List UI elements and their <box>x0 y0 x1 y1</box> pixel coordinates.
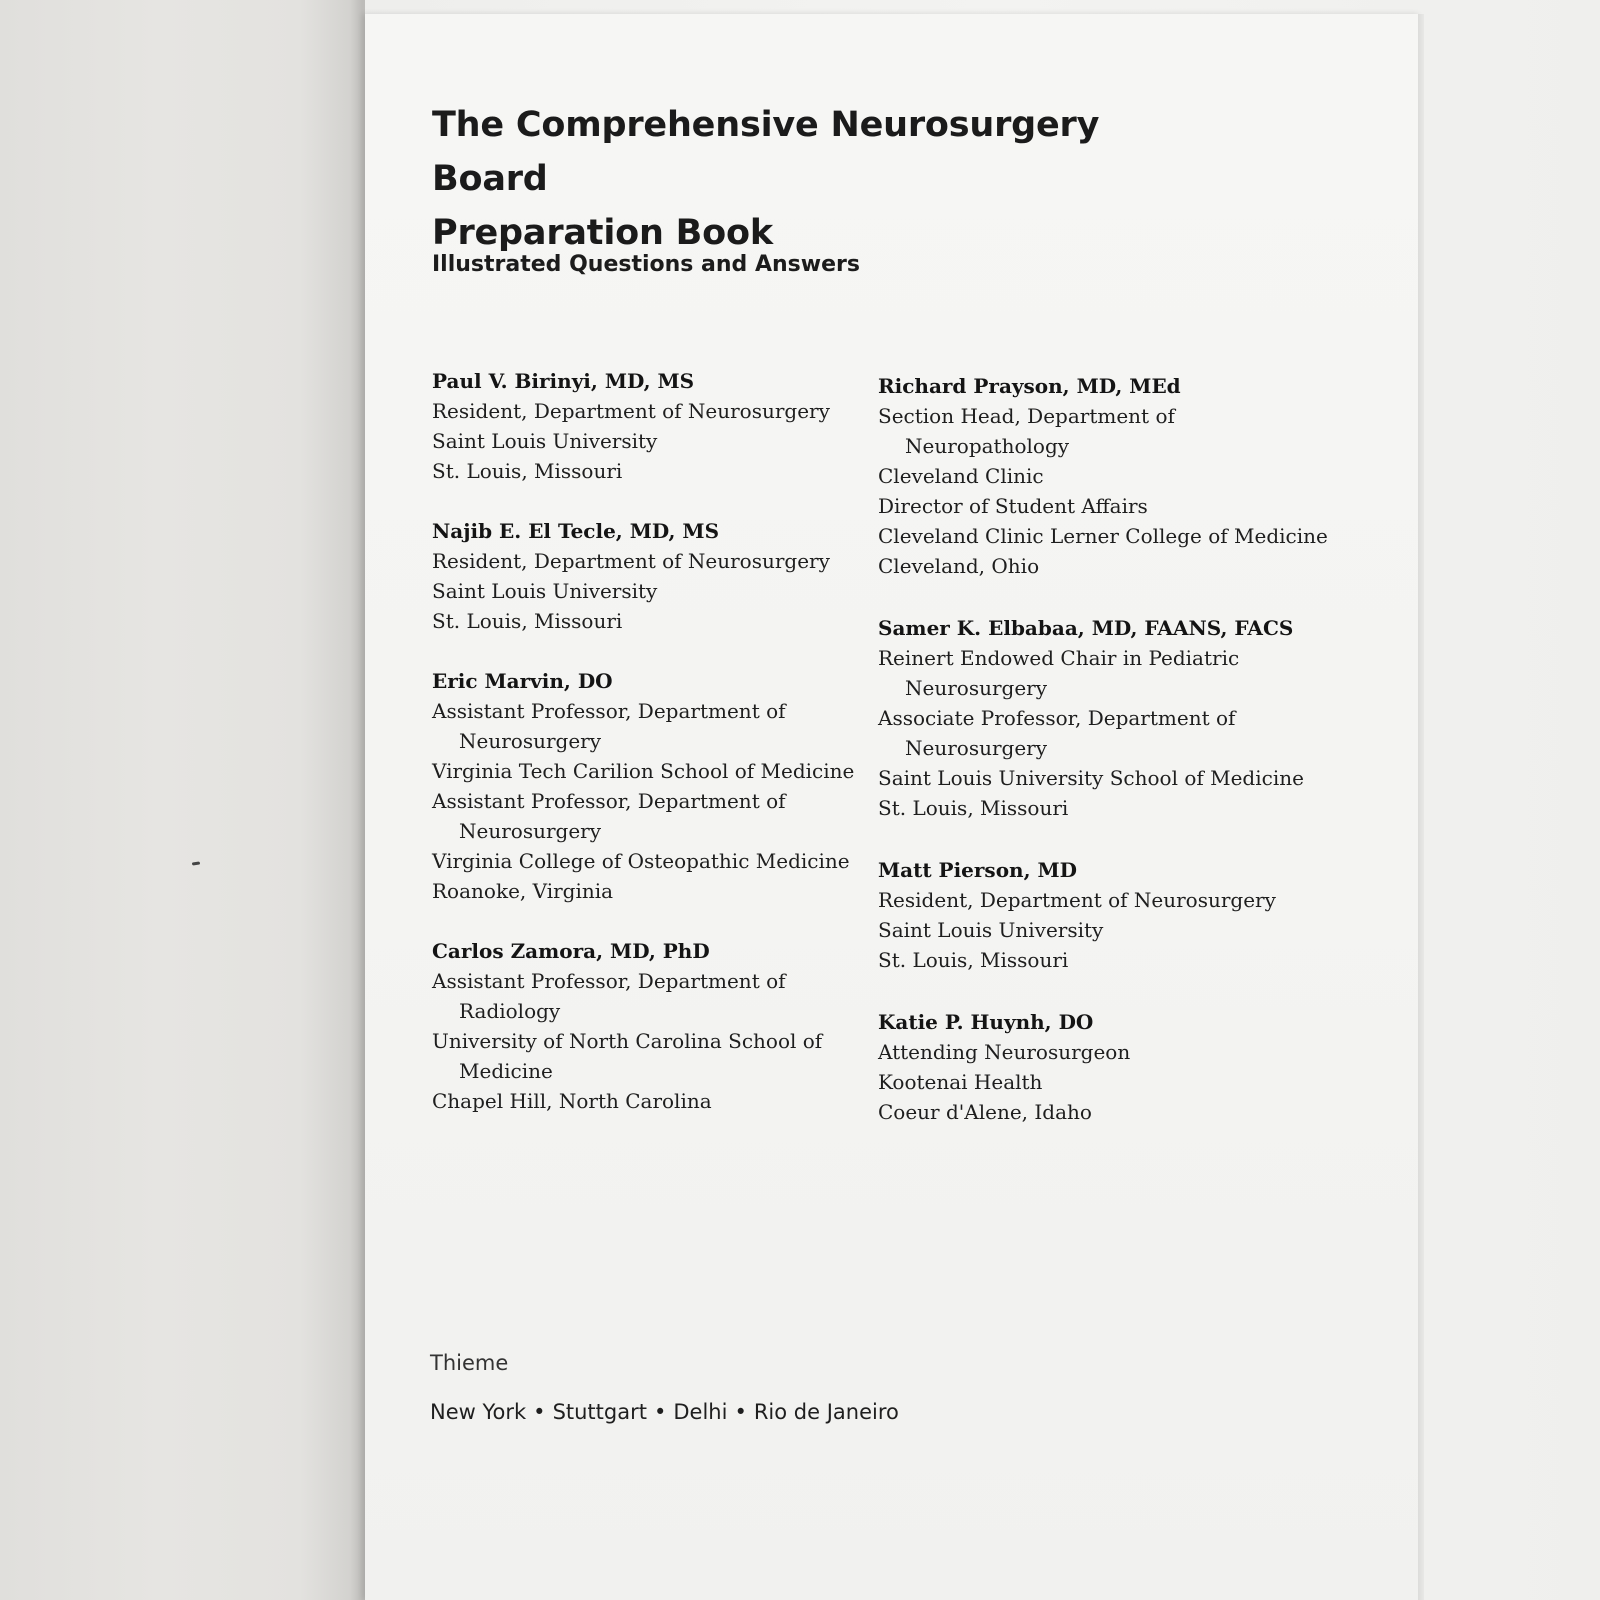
author-block <box>432 666 862 906</box>
affiliation-line: Cleveland Clinic Lerner College of Medicine <box>878 524 1328 548</box>
affiliation-line: Section Head, Department of <box>878 404 1175 428</box>
author-column-right <box>878 371 1328 1159</box>
affiliation-line: Chapel Hill, North Carolina <box>432 1089 712 1113</box>
affiliation-line: Assistant Professor, Department of <box>432 699 786 723</box>
affiliation-line: Virginia College of Osteopathic Medicine <box>432 849 850 873</box>
author-block <box>878 613 1308 823</box>
publisher-cities <box>430 1400 899 1424</box>
affiliation-line: Cleveland Clinic <box>878 464 1044 488</box>
affiliation-line: Neuropathology <box>905 434 1070 458</box>
affiliation-line: Roanoke, Virginia <box>432 879 614 903</box>
author-block <box>878 1007 1308 1127</box>
publisher-city: Stuttgart <box>552 1400 647 1424</box>
author-block <box>432 516 862 636</box>
affiliation-line: Medicine <box>459 1059 553 1083</box>
publisher-city: New York <box>430 1400 527 1424</box>
book-title <box>432 98 1152 260</box>
author-name: Najib E. El Tecle, MD, MS <box>432 519 720 543</box>
affiliation-line: St. Louis, Missouri <box>878 948 1069 972</box>
publisher-city: Rio de Janeiro <box>753 1400 899 1424</box>
affiliation-line: Neurosurgery <box>459 729 602 753</box>
left-page <box>0 0 365 1600</box>
author-block <box>432 366 862 486</box>
affiliation-line: St. Louis, Missouri <box>878 796 1069 820</box>
affiliation-line: Resident, Department of Neurosurgery <box>432 549 830 573</box>
page-edge <box>1418 14 1424 1600</box>
author-block <box>878 855 1308 975</box>
affiliation-line: Coeur d'Alene, Idaho <box>878 1100 1092 1124</box>
author-name: Katie P. Huynh, DO <box>878 1010 1094 1034</box>
author-name: Carlos Zamora, MD, PhD <box>432 939 710 963</box>
affiliation-line: Attending Neurosurgeon <box>878 1040 1131 1064</box>
book-title-line-1: The Comprehensive Neurosurgery Board <box>432 105 1100 199</box>
affiliation-line: St. Louis, Missouri <box>432 609 623 633</box>
affiliation-line: Neurosurgery <box>459 819 602 843</box>
city-separator: • <box>734 1400 747 1424</box>
affiliation-line: Saint Louis University School of Medicine <box>878 766 1304 790</box>
author-block <box>432 936 862 1116</box>
book-title-line-2: Preparation Book <box>432 213 773 253</box>
affiliation-line: Saint Louis University <box>878 918 1104 942</box>
page-speck <box>192 861 200 865</box>
affiliation-line: Neurosurgery <box>905 736 1048 760</box>
book-subtitle: Illustrated Questions and Answers <box>432 252 860 277</box>
publisher-city: Delhi <box>673 1400 728 1424</box>
affiliation-line: Resident, Department of Neurosurgery <box>432 399 830 423</box>
author-name: Matt Pierson, MD <box>878 858 1077 882</box>
author-block <box>878 371 1328 581</box>
show-through-text <box>1160 118 1400 250</box>
author-name: Paul V. Birinyi, MD, MS <box>432 369 695 393</box>
city-separator: • <box>653 1400 667 1424</box>
affiliation-line: Cleveland, Ohio <box>878 554 1040 578</box>
affiliation-line: Associate Professor, Department of <box>878 706 1236 730</box>
city-separator: • <box>533 1400 546 1424</box>
author-name: Samer K. Elbabaa, MD, FAANS, FACS <box>878 616 1294 640</box>
author-name: Richard Prayson, MD, MEd <box>878 374 1181 398</box>
publisher-name: Thieme <box>430 1351 509 1375</box>
affiliation-line: Saint Louis University <box>432 579 658 603</box>
affiliation-line: Assistant Professor, Department of <box>432 969 786 993</box>
affiliation-line: Resident, Department of Neurosurgery <box>878 888 1276 912</box>
affiliation-line: Assistant Professor, Department of <box>432 789 786 813</box>
affiliation-line: Saint Louis University <box>432 429 658 453</box>
affiliation-line: Radiology <box>459 999 561 1023</box>
affiliation-line: Neurosurgery <box>905 676 1048 700</box>
affiliation-line: St. Louis, Missouri <box>432 459 623 483</box>
affiliation-line: Director of Student Affairs <box>878 494 1148 518</box>
author-name: Eric Marvin, DO <box>432 669 613 693</box>
affiliation-line: Kootenai Health <box>878 1070 1043 1094</box>
affiliation-line: Reinert Endowed Chair in Pediatric <box>878 646 1240 670</box>
author-column-left <box>432 366 862 1146</box>
affiliation-line: Virginia Tech Carilion School of Medicine <box>432 759 855 783</box>
affiliation-line: University of North Carolina School of <box>432 1029 823 1053</box>
